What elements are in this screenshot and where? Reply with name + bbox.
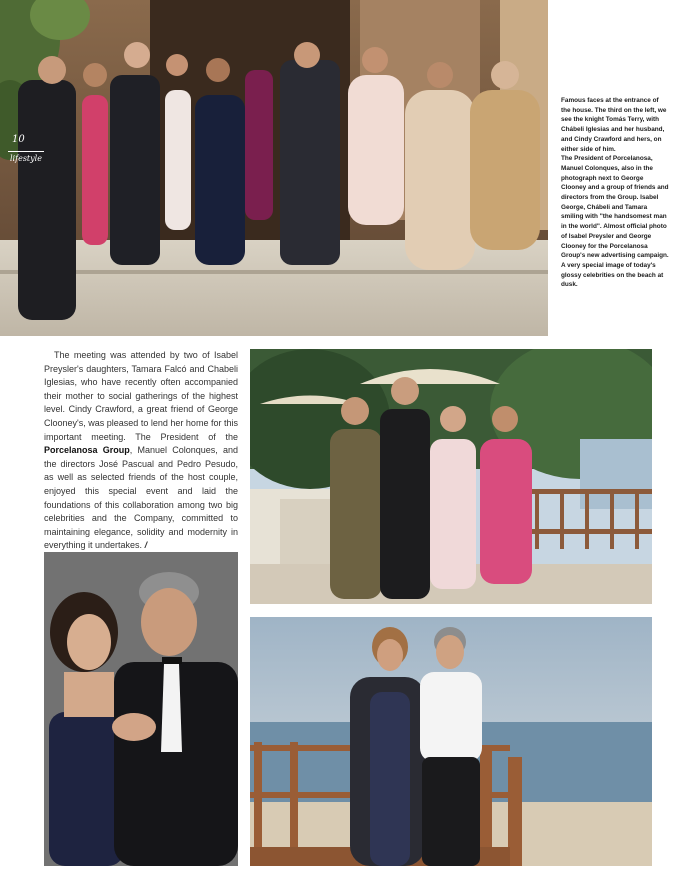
section-label: lifestyle: [10, 154, 42, 163]
portrait-couple-photo: [44, 552, 238, 866]
brand-name: Porcelanosa Group: [44, 445, 130, 456]
photo-caption: [561, 96, 669, 290]
article-body: [44, 349, 238, 553]
couple-beach-photo: [250, 617, 652, 866]
group-photo-terrace: [250, 349, 652, 604]
caption-paragraph-2: The President of Porcelanosa, Manuel Colonques, also in the photograph next to George Clooney and a group of friends and directors from the Group. Isabel George, Chábeli and Tamara smiling with "the handsomest man in the world". Almost official photo of Isabel Preysler and George Clooney for the Porcelanosa Group's new advertising campaign. A very special image of today's glossy celebrities on the beach at dusk.: [561, 155, 669, 289]
group-photo-entrance: [0, 0, 548, 336]
caption-paragraph-1: Famous faces at the entrance of the house. The third on the left, we see the knight Tomás Terry, with Chábeli Iglesias and her husband, and Cindy Crawford and hers, on either side of him.: [561, 97, 667, 153]
page-number: 10: [12, 134, 25, 145]
end-mark: /: [144, 540, 148, 551]
page-number-rule: [8, 151, 44, 152]
article-text-part-1: The meeting was attended by two of Isabel Preysler's daughters, Tamara Falcó and Chabeli Iglesias, who have recently often accompanied their mother to social gatherings of the highest level. Cindy Crawford, a great friend of George Clooney's, was pleased to lend her home for this important meeting. The President of the: [44, 350, 238, 442]
article-text-part-2: , Manuel Colonques, and the directors José Pascual and Pedro Pesudo, as well as selected friends of the host couple, enjoyed this special event and laid the foundations of this collaboration among two big celebrities and the Company, committed to maintaining elegance, solidity and modernity in everything it undertakes.: [44, 445, 238, 551]
